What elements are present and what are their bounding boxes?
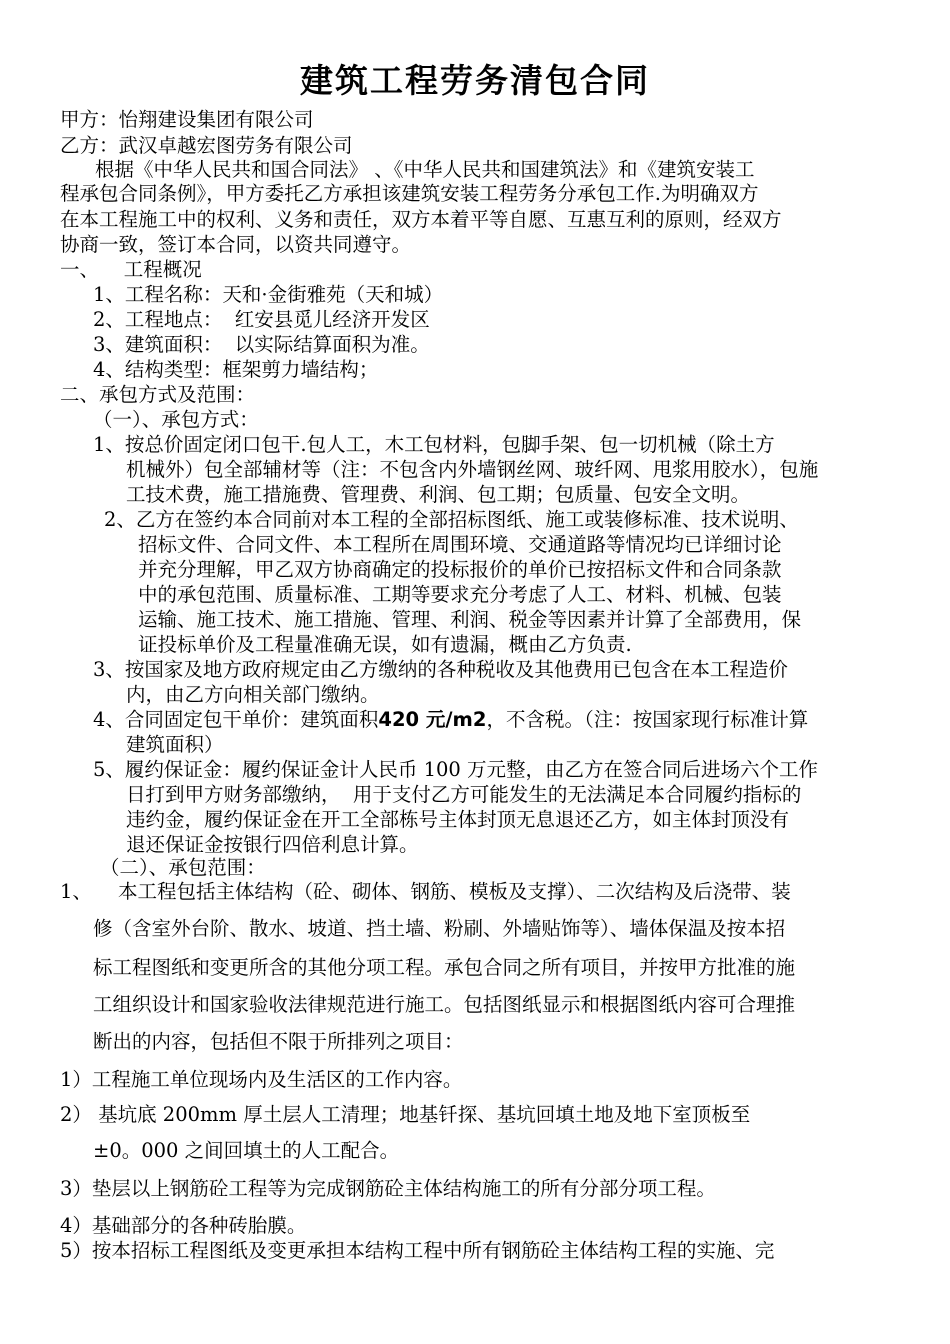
clause-line: 建筑面积） [126,733,224,756]
list-item: 3、建筑面积： 以实际结算面积为准。 [93,333,430,356]
unit-price-label: 4、合同固定包干单价：建筑面积 [93,708,379,731]
party-b-line: 乙方：武汉卓越宏图劳务有限公司 [60,134,353,157]
scope-number: 1、 [60,880,92,903]
scope-line: 本工程包括主体结构（砼、砌体、钢筋、模板及支撑）、二次结构及后浇带、装 [118,880,791,903]
unit-price-value: 420 元/m2 [378,708,487,731]
preamble-line: 协商一致，签订本合同，以资共同遵守。 [60,233,412,256]
clause-line: 日打到甲方财务部缴纳， 用于支付乙方可能发生的无法满足本合同履约指标的 [126,783,802,806]
party-a-line: 甲方：怡翔建设集团有限公司 [60,108,314,131]
list-item: 2、工程地点： 红安县觅儿经济开发区 [93,308,430,331]
clause-line: 3、按国家及地方政府规定由乙方缴纳的各种税收及其他费用已包含在本工程造价 [93,658,788,681]
preamble-line: 程承包合同条例》，甲方委托乙方承担该建筑安装工程劳务分承包工作.为明确双方 [60,182,759,205]
scope-line: 工组织设计和国家验收法律规范进行施工。包括图纸显示和根据图纸内容可合理推 [93,993,796,1016]
scope-item: 5）按本招标工程图纸及变更承担本结构工程中所有钢筋砼主体结构工程的实施、完 [60,1239,775,1262]
preamble-line: 在本工程施工中的权利、义务和责任，双方本着平等自愿、互惠互利的原则，经双方 [60,208,782,231]
clause-line: 内，由乙方向相关部门缴纳。 [126,683,380,706]
clause-line: 2、乙方在签约本合同前对本工程的全部招标图纸、施工或装修标准、技术说明、 [104,508,799,531]
scope-item: 3）垫层以上钢筋砼工程等为完成钢筋砼主体结构施工的所有分部分项工程。 [60,1177,716,1200]
scope-item: 1）工程施工单位现场内及生活区的工作内容。 [60,1068,463,1091]
list-item: 4、结构类型：框架剪力墙结构； [93,358,379,381]
clause-line [93,708,808,732]
clause-line: 并充分理解，甲乙双方协商确定的投标报价的单价已按招标文件和合同条款 [138,558,782,581]
section-heading: 二、承包方式及范围： [60,383,256,406]
section-heading: 一、 工程概况 [60,258,202,281]
list-item: 1、工程名称：天和·金街雅苑（天和城） [93,283,444,306]
clause-line: 工技术费，施工措施费、管理费、利润、包工期；包质量、包安全文明。 [126,483,751,506]
clause-line: 违约金，履约保证金在开工全部栋号主体封顶无息退还乙方，如主体封顶没有 [126,808,790,831]
scope-item: 4）基础部分的各种砖胎膜。 [60,1214,307,1237]
scope-item: 2） 基坑底 200mm 厚土层人工清理；地基钎探、基坑回填土地及地下室顶板至 [60,1103,751,1126]
clause-line: 招标文件、合同文件、本工程所在周围环境、交通道路等情况均已详细讨论 [138,533,782,556]
scope-line: 修（含室外台阶、散水、坡道、挡土墙、粉刷、外墙贴饰等）、墙体保温及按本招 [93,917,786,940]
clause-line: 运输、施工技术、施工措施、管理、利润、税金等因素并计算了全部费用，保 [138,608,802,631]
clause-line: 1、按总价固定闭口包干.包人工，木工包材料，包脚手架、包一切机械（除土方 [93,433,775,456]
subsection-heading: （一）、承包方式： [93,408,259,431]
unit-price-note: ，不含税。（注：按国家现行标准计算 [486,708,809,731]
document-title: 建筑工程劳务清包合同 [300,61,650,100]
clause-line: 机械外）包全部辅材等（注：不包含内外墙钢丝网、玻纤网、甩浆用胶水），包施 [126,458,819,481]
subsection-heading: （二）、承包范围： [100,856,266,879]
clause-line: 退还保证金按银行四倍利息计算。 [126,833,419,856]
clause-line: 证投标单价及工程量准确无误，如有遗漏，概由乙方负责. [138,633,632,656]
scope-line: 断出的内容，包括但不限于所排列之项目： [93,1030,464,1053]
clause-line: 5、履约保证金：履约保证金计人民币 100 万元整，由乙方在签合同后进场六个工作 [93,758,819,781]
clause-line: 中的承包范围、质量标准、工期等要求充分考虑了人工、材料、机械、包装 [138,583,782,606]
scope-line: 标工程图纸和变更所含的其他分项工程。承包合同之所有项目，并按甲方批准的施 [93,956,796,979]
preamble-line: 根据《中华人民共和国合同法》 、《中华人民共和国建筑法》和《建筑安装工 [95,158,755,181]
scope-item: ±0。000 之间回填土的人工配合。 [93,1139,400,1162]
